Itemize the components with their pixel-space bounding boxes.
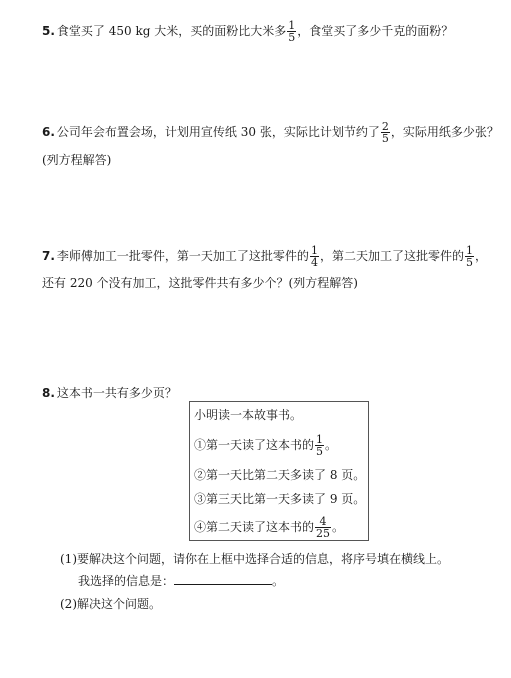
fraction-two-fifths bbox=[381, 121, 390, 144]
fraction-one-quarter bbox=[310, 245, 319, 268]
info-item-4 bbox=[194, 516, 344, 539]
question-8-number: 8. bbox=[42, 386, 55, 400]
fraction-one-fifth bbox=[287, 20, 296, 43]
question-7-line-2: 还有 220 个没有加工，这批零件共有多少个？(列方程解答) bbox=[42, 276, 358, 290]
fraction-one-fifth bbox=[465, 245, 474, 268]
answer-label: 我选择的信息是： bbox=[78, 574, 175, 588]
info-item-1-text: ①第一天读了这本书的 bbox=[194, 438, 315, 452]
answer-end: 。 bbox=[272, 574, 285, 588]
question-6-number: 6. bbox=[42, 125, 55, 139]
fraction-numerator: 1 bbox=[465, 244, 473, 257]
question-5-text-b: ，食堂买了多少千克的面粉？ bbox=[297, 24, 454, 38]
info-item-3: ③第三天比第一天多读了 9 页。 bbox=[194, 492, 366, 506]
fraction-denominator: 4 bbox=[310, 256, 318, 269]
fraction-numerator: 1 bbox=[288, 19, 296, 32]
info-item-4-end: 。 bbox=[332, 520, 345, 534]
question-6-text-a: 公司年会布置会场，计划用宣传纸 30 张，实际比计划节约了 bbox=[56, 125, 380, 139]
question-5-text-a: 食堂买了 450 kg 大米，买的面粉比大米多 bbox=[56, 24, 287, 38]
fraction-numerator: 4 bbox=[319, 515, 327, 528]
question-8 bbox=[42, 384, 501, 402]
fraction-four-twentyfifths bbox=[315, 516, 331, 539]
info-item-2: ②第一天比第二天多读了 8 页。 bbox=[194, 468, 366, 482]
fraction-denominator: 5 bbox=[381, 132, 389, 145]
fraction-denominator: 25 bbox=[316, 527, 331, 540]
fraction-one-fifth bbox=[315, 434, 324, 457]
question-8-sub-1: (1)要解决这个问题，请你在上框中选择合适的信息，将序号填在横线上。 bbox=[60, 552, 450, 566]
question-7-text-c: ， bbox=[474, 249, 487, 263]
info-item-1-end: 。 bbox=[325, 438, 338, 452]
question-8-text: 这本书一共有多少页？ bbox=[56, 386, 177, 400]
question-6 bbox=[42, 121, 501, 144]
question-8-sub-2: (2)解决这个问题。 bbox=[60, 597, 161, 611]
fraction-numerator: 2 bbox=[381, 120, 389, 133]
answer-blank[interactable] bbox=[174, 572, 272, 585]
question-7-number: 7. bbox=[42, 249, 55, 263]
info-item-4-text: ④第二天读了这本书的 bbox=[194, 520, 315, 534]
question-7-text-b: ，第二天加工了这批零件的 bbox=[319, 249, 464, 263]
info-box bbox=[189, 401, 369, 541]
question-7 bbox=[42, 245, 501, 268]
fraction-numerator: 1 bbox=[316, 433, 324, 446]
question-5-number: 5. bbox=[42, 24, 55, 38]
info-item-1 bbox=[194, 434, 337, 457]
question-6-line-2: (列方程解答) bbox=[42, 153, 112, 167]
question-7-text-a: 李师傅加工一批零件，第一天加工了这批零件的 bbox=[56, 249, 309, 263]
fraction-numerator: 1 bbox=[310, 244, 318, 257]
info-box-title: 小明读一本故事书。 bbox=[194, 408, 303, 422]
question-5 bbox=[42, 20, 501, 43]
fraction-denominator: 5 bbox=[288, 31, 296, 44]
fraction-denominator: 5 bbox=[465, 256, 473, 269]
fraction-denominator: 5 bbox=[316, 445, 324, 458]
question-6-text-b: ，实际用纸多少张？ bbox=[390, 125, 499, 139]
question-8-answer-line bbox=[78, 572, 284, 590]
